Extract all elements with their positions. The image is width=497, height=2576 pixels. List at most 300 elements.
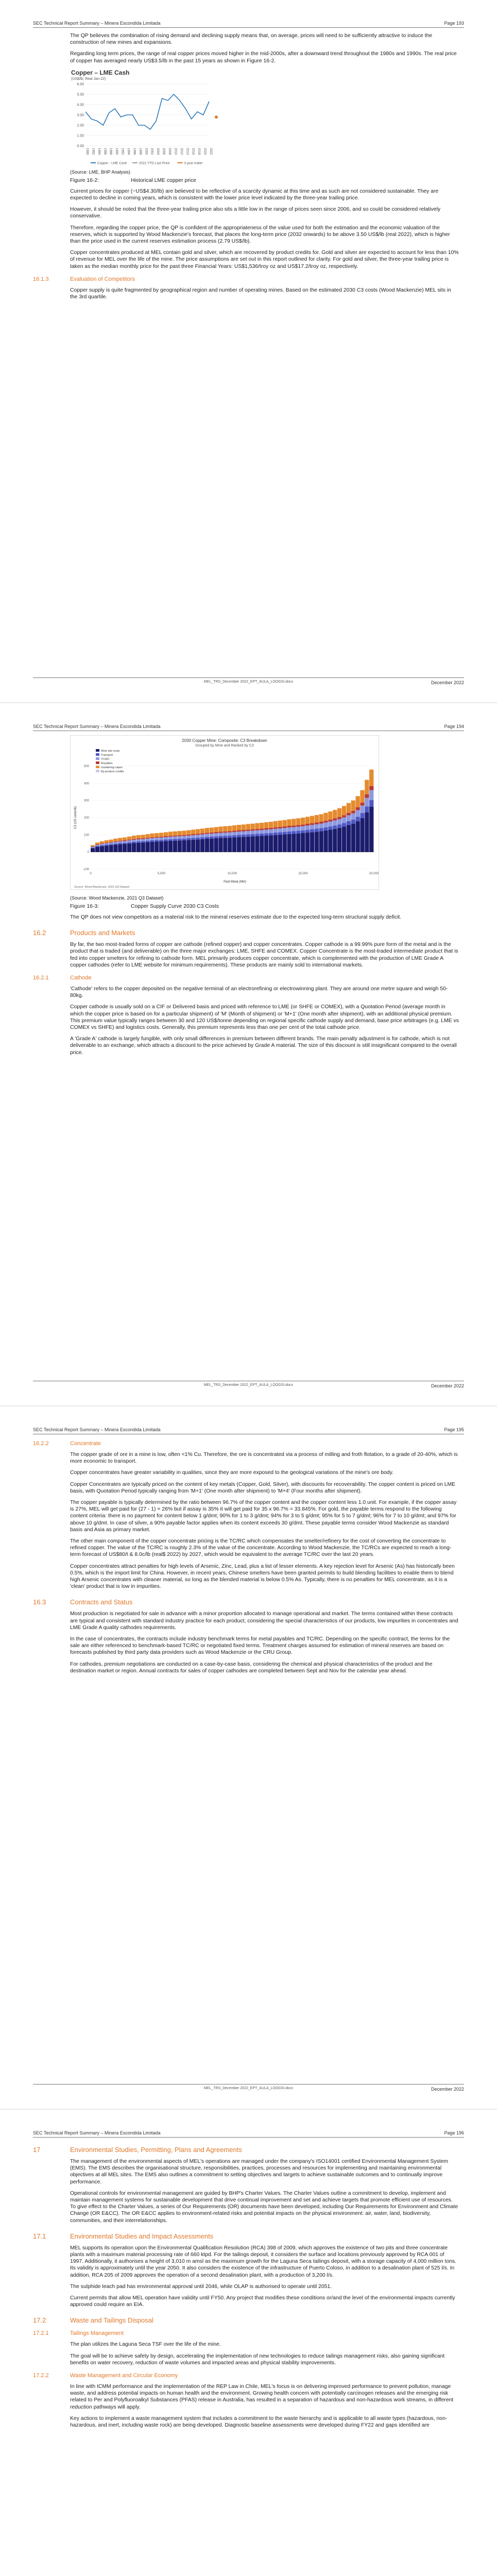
supply-bar bbox=[342, 806, 346, 852]
bar-segment bbox=[269, 833, 273, 836]
bar-segment bbox=[159, 838, 163, 840]
supply-bar bbox=[164, 832, 168, 852]
bar-segment bbox=[232, 837, 236, 852]
bar-segment bbox=[351, 811, 355, 814]
section-number: 16.3 bbox=[33, 1598, 46, 1606]
bar-segment bbox=[260, 828, 264, 830]
section-number: 16.2 bbox=[33, 929, 46, 937]
bar-segment bbox=[228, 836, 232, 838]
section-title: Tailings Management bbox=[70, 2330, 124, 2337]
paragraph: For cathodes, premium negotiations are conducted on a case-by-case basis, considering the chemical and physical characteristics of the product and the destination market or region. Annual contracts for sales of copper cathodes are completed between Sept and Nov for the calendar year ahead. bbox=[70, 1661, 433, 1674]
bar-segment bbox=[360, 806, 364, 813]
y-tick-label: 3.00 bbox=[77, 113, 84, 117]
bar-segment bbox=[269, 829, 273, 833]
x-tick-label: 2010 bbox=[174, 147, 177, 155]
bar-segment bbox=[168, 841, 173, 852]
footer-file: MEL_TRS_December 2022_EPT_AULA_LOOGSI.docx bbox=[203, 2087, 294, 2090]
bar-segment bbox=[356, 796, 360, 807]
bar-segment bbox=[287, 819, 291, 826]
paragraph: 'Cathode' refers to the copper deposited on the negative terminal of an electrorefining or electrowinning plant. They are around one metre square and weigh 50-80kg. bbox=[70, 986, 448, 999]
bar-segment bbox=[278, 821, 282, 827]
bar-segment bbox=[173, 837, 177, 839]
bar-segment bbox=[164, 837, 168, 840]
bar-segment bbox=[228, 833, 232, 836]
bar-segment bbox=[347, 803, 351, 813]
paragraph: Therefore, regarding the copper price, the QP is confident of the appropriateness of the value used for both the estimation and the economic valuation of the reserves, which is supported by Wood Mackenzie's forecast, that places the long-term price (2032 onwards) to be above 3.50 US$/lb (real 2022), which is higher than the price used in the current reserves estimation process (2.79 US$/lb). bbox=[70, 225, 450, 245]
bar-segment bbox=[186, 836, 191, 838]
bar-segment bbox=[223, 838, 227, 852]
bar-segment bbox=[260, 836, 264, 852]
bar-segment bbox=[168, 837, 173, 839]
bar-segment bbox=[200, 835, 204, 837]
bar-segment bbox=[292, 831, 296, 834]
supply-bar bbox=[296, 818, 300, 852]
bar-segment bbox=[145, 838, 149, 839]
bar-segment bbox=[136, 839, 141, 841]
bar-segment bbox=[105, 844, 109, 845]
supply-bar bbox=[255, 823, 259, 852]
bar-segment bbox=[310, 816, 314, 823]
section-heading bbox=[33, 929, 459, 937]
bar-segment bbox=[301, 826, 305, 831]
bar-segment bbox=[136, 839, 141, 840]
supply-bar bbox=[273, 821, 278, 852]
x-tick-label: 2014 bbox=[185, 147, 189, 155]
x-tick-label: 0 bbox=[90, 872, 92, 875]
bar-segment bbox=[210, 833, 214, 834]
bar-segment bbox=[323, 823, 328, 827]
bar-segment bbox=[315, 824, 319, 829]
bar-segment bbox=[333, 825, 337, 829]
figure-source: (Source: Wood Mackenzie, 2021 Q3 Dataset) bbox=[70, 895, 164, 901]
page-number: Page 194 bbox=[444, 724, 464, 729]
supply-bar bbox=[287, 819, 291, 852]
page-footer bbox=[33, 1381, 464, 1387]
bar-segment bbox=[196, 838, 200, 840]
bar-segment bbox=[178, 831, 182, 835]
bar-segment bbox=[136, 841, 141, 843]
section-title: Waste Management and Circular Economy bbox=[70, 2372, 178, 2379]
supply-bar bbox=[301, 818, 305, 852]
bar-segment bbox=[237, 825, 241, 831]
chart-note: Source: Wood Mackenzie, 2021 Q3 Dataset bbox=[74, 886, 130, 889]
bar-segment bbox=[250, 836, 254, 852]
page-footer bbox=[33, 2084, 464, 2090]
copper-price-chart bbox=[70, 69, 225, 166]
supply-bar bbox=[360, 790, 364, 852]
paragraph: The copper payable is typically determined by the ratio between 96.7% of the copper content and the copper content less 1.0 unit. For example, if the copper assay is 27%, MEL will get paid for (27 - 1) = 26% but if assay is 35% it will get paid for 35 x 96.7% = 33.845%. For gold, the payable terms respond to the following content criteria: there is no payment for content below 1 g/dmt; 90% for 1 to 3 g/dmt; 94% for 3 to 5 g/dmt; 95% for 5 to 7 g/dmt; 96% for 7 to 10 g/dmt; and 97% for above 10 g/dmt. In case of silver, a 90% payable factor applies when its content exceeds 30 g/dmt. These payable terms consider Wood Mackenzie as standard basis and Asia as primary market. bbox=[70, 1500, 457, 1533]
bar-segment bbox=[260, 823, 264, 828]
x-tick-label: 2020 bbox=[203, 147, 207, 155]
bar-segment bbox=[287, 826, 291, 827]
section-number: 16.1.3 bbox=[33, 276, 49, 282]
bar-segment bbox=[186, 835, 191, 836]
bar-segment bbox=[255, 829, 259, 831]
supply-bar bbox=[118, 838, 122, 852]
supply-bar bbox=[237, 825, 241, 852]
bar-segment bbox=[196, 834, 200, 835]
x-axis-label: Paid Metal (Mkt) bbox=[224, 880, 246, 884]
bar-segment bbox=[232, 832, 236, 835]
y-tick-label: 500 bbox=[83, 765, 89, 768]
bar-segment bbox=[292, 827, 296, 831]
header-title: SEC Technical Report Summary – Minera Escondida Limitada bbox=[33, 2130, 161, 2136]
y-tick-label: 4.00 bbox=[77, 103, 84, 107]
bar-segment bbox=[223, 836, 227, 838]
bar-segment bbox=[305, 825, 310, 829]
supply-bar bbox=[136, 835, 141, 852]
y-tick-label: 400 bbox=[83, 782, 89, 786]
section-title: Concentrate bbox=[70, 1440, 101, 1447]
bar-segment bbox=[136, 843, 141, 852]
supply-bar bbox=[260, 823, 264, 852]
supply-bar bbox=[210, 827, 214, 852]
bar-segment bbox=[205, 837, 209, 839]
paragraph: Copper concentrates produced at MEL contain gold and silver, which are recovered by product credits for. Gold and silver are expected to account for less than 10% of revenue for MEL over the life of the mine. The price assumptions are set out in this report outlined for clarity. For gold and silver, the three-year trailing price is taken as the median monthly price for the past three Financial Years: US$1,536/troy oz and US$17.2/troy oz, respectively. bbox=[70, 250, 459, 269]
bar-segment bbox=[283, 835, 287, 852]
supply-bar bbox=[365, 780, 369, 852]
supply-bar bbox=[173, 832, 177, 852]
legend-swatch bbox=[96, 770, 99, 772]
bar-segment bbox=[210, 839, 214, 852]
bar-segment bbox=[287, 834, 291, 852]
bar-segment bbox=[200, 828, 204, 833]
bar-segment bbox=[141, 839, 145, 841]
bar-segment bbox=[287, 827, 291, 832]
bar-segment bbox=[223, 833, 227, 836]
legend-label: 2022 YTD Last Price bbox=[139, 161, 170, 165]
bar-segment bbox=[127, 842, 131, 843]
chart-title: Copper – LME Cash bbox=[71, 69, 130, 76]
bar-segment bbox=[301, 818, 305, 824]
bar-segment bbox=[237, 831, 241, 832]
bar-segment bbox=[205, 834, 209, 837]
bar-segment bbox=[218, 833, 222, 836]
paragraph: Copper Concentrates are typically priced on the content of key metals (Copper, Gold, Silver), with discounts for recoverability. The copper content is priced on LME basis, with Quotation Period typically ranging from 'M+1' (One month after shipment) to 'M+4' (Four months after shipment). bbox=[70, 1481, 456, 1494]
supply-bar bbox=[178, 831, 182, 852]
supply-bar bbox=[283, 820, 287, 852]
y-tick-label: 100 bbox=[83, 834, 89, 837]
bar-segment bbox=[292, 825, 296, 827]
legend-label: Copper - LME Cash bbox=[97, 161, 127, 165]
bar-segment bbox=[356, 810, 360, 817]
bar-segment bbox=[232, 835, 236, 837]
bar-segment bbox=[328, 826, 332, 829]
bar-segment bbox=[260, 830, 264, 834]
bar-segment bbox=[109, 843, 113, 844]
bar-segment bbox=[214, 836, 218, 838]
footer-file: MEL_TRS_December 2022_EPT_AULA_LOOGSI.docx bbox=[203, 680, 294, 684]
y-tick-label: 300 bbox=[83, 799, 89, 803]
bar-segment bbox=[223, 832, 227, 833]
bar-segment bbox=[228, 838, 232, 852]
bar-segment bbox=[360, 803, 364, 806]
bar-segment bbox=[273, 835, 278, 852]
legend-label: TC/RC bbox=[101, 758, 110, 761]
bar-segment bbox=[328, 822, 332, 826]
bar-segment bbox=[105, 845, 109, 852]
bar-segment bbox=[255, 823, 259, 829]
bar-segment bbox=[228, 831, 232, 833]
bar-segment bbox=[155, 842, 159, 852]
bar-segment bbox=[319, 824, 323, 828]
bar-segment bbox=[342, 823, 346, 826]
header-title: SEC Technical Report Summary – Minera Escondida Limitada bbox=[33, 1427, 161, 1432]
supply-bar bbox=[323, 813, 328, 852]
supply-bar bbox=[337, 808, 341, 852]
bar-segment bbox=[237, 837, 241, 852]
legend-label: Transport bbox=[101, 754, 113, 757]
bar-segment bbox=[173, 841, 177, 852]
paragraph: Copper concentrates attract penalties for high levels of Arsenic, Zinc, Lead, plus a list of lesser elements. A key rejection level for Arsenic (As) has historically been 0.5%, which is the import limit for China. However, in recent years, Chinese smelters have been granted permits to build blending facilities to enable them to blend high Arsenic concentrates with cleaner material, so long as the blended material is below 0.5% As. Typically, there is no penalties for MEL concentrate, as it is a 'clean' product that is low in impurities. bbox=[70, 1563, 455, 1590]
bar-segment bbox=[283, 832, 287, 835]
x-tick-label: 1992 bbox=[121, 147, 124, 155]
page-header bbox=[33, 724, 464, 731]
bar-segment bbox=[118, 841, 122, 843]
bar-segment bbox=[296, 818, 300, 825]
bar-segment bbox=[123, 841, 127, 842]
page-number: Page 196 bbox=[444, 2130, 464, 2136]
bar-segment bbox=[132, 839, 136, 840]
bar-segment bbox=[323, 813, 328, 821]
bar-segment bbox=[173, 836, 177, 837]
y-tick-label: 200 bbox=[83, 817, 89, 820]
bar-segment bbox=[118, 844, 122, 852]
figure-source: (Source: LME, BHP Analysis) bbox=[70, 169, 130, 175]
y-tick-label: 5.00 bbox=[77, 93, 84, 97]
supply-bar bbox=[155, 833, 159, 852]
supply-bar bbox=[333, 810, 337, 852]
bar-segment bbox=[214, 827, 218, 832]
bar-segment bbox=[150, 834, 154, 837]
bar-segment bbox=[164, 841, 168, 852]
bar-segment bbox=[118, 838, 122, 840]
bar-segment bbox=[205, 828, 209, 833]
bar-segment bbox=[150, 838, 154, 840]
bar-segment bbox=[100, 844, 104, 845]
bar-segment bbox=[278, 835, 282, 852]
x-tick-label: 15,000 bbox=[298, 872, 308, 875]
page-body bbox=[33, 2146, 464, 2429]
bar-segment bbox=[109, 844, 113, 845]
bar-segment bbox=[123, 837, 127, 840]
x-tick-label: 1980 bbox=[85, 147, 89, 155]
bar-segment bbox=[305, 833, 310, 852]
bar-segment bbox=[283, 828, 287, 832]
section-heading bbox=[33, 2232, 459, 2240]
section-heading bbox=[33, 1440, 459, 1447]
bar-segment bbox=[315, 829, 319, 832]
bar-segment bbox=[123, 844, 127, 852]
bar-segment bbox=[273, 827, 278, 829]
bar-segment bbox=[155, 838, 159, 840]
supply-bar bbox=[186, 830, 191, 852]
bar-segment bbox=[310, 829, 314, 833]
bar-segment bbox=[178, 836, 182, 839]
bar-segment bbox=[360, 813, 364, 818]
figure-caption bbox=[70, 178, 459, 183]
bar-segment bbox=[141, 835, 145, 838]
footer-date: December 2022 bbox=[431, 680, 464, 685]
bar-segment bbox=[305, 817, 310, 824]
bar-segment bbox=[369, 800, 373, 807]
supply-bar bbox=[109, 840, 113, 852]
section-title: Contracts and Status bbox=[70, 1598, 133, 1606]
bar-segment bbox=[150, 842, 154, 852]
bar-segment bbox=[369, 770, 373, 786]
x-tick-label: 1982 bbox=[91, 147, 95, 155]
bar-segment bbox=[155, 833, 159, 837]
page-194 bbox=[0, 703, 497, 1405]
bar-segment bbox=[173, 832, 177, 836]
bar-segment bbox=[182, 835, 186, 836]
x-tick-label: 1984 bbox=[97, 147, 100, 155]
bar-segment bbox=[250, 829, 254, 831]
page-number: Page 195 bbox=[444, 1427, 464, 1432]
bar-segment bbox=[323, 821, 328, 823]
bar-segment bbox=[296, 831, 300, 834]
bar-segment bbox=[269, 822, 273, 828]
chart-title: 2030 Copper Mine: Composite: C3 Breakdown bbox=[182, 738, 267, 743]
bar-segment bbox=[273, 821, 278, 827]
bar-segment bbox=[264, 833, 268, 836]
bar-segment bbox=[173, 839, 177, 840]
bar-segment bbox=[159, 833, 163, 836]
legend-label: By-product credits bbox=[101, 770, 124, 773]
bar-segment bbox=[360, 790, 364, 803]
bar-segment bbox=[337, 819, 341, 824]
x-tick-label: 1998 bbox=[138, 147, 142, 155]
legend-swatch bbox=[96, 749, 99, 752]
legend-swatch bbox=[96, 753, 99, 756]
bar-segment bbox=[91, 845, 95, 846]
supply-bar bbox=[168, 832, 173, 852]
bar-segment bbox=[356, 817, 360, 821]
paragraph: Current permits that allow MEL operation have validity until FY50. Any project that modifies these conditions or/and the level of the environmental impacts currently approved could require an EIA. bbox=[70, 2295, 455, 2308]
bar-segment bbox=[264, 828, 268, 830]
bar-segment bbox=[296, 825, 300, 826]
supply-bar bbox=[91, 845, 95, 852]
bar-segment bbox=[342, 827, 346, 852]
x-tick-label: 10,000 bbox=[227, 872, 237, 875]
section-heading bbox=[33, 2316, 459, 2325]
chart-subtitle: Grouped by Mine and Ranked by C3 bbox=[195, 744, 254, 748]
bar-segment bbox=[182, 840, 186, 852]
bar-segment bbox=[283, 820, 287, 826]
legend-label: Royalties bbox=[101, 762, 113, 765]
x-tick-label: 2002 bbox=[150, 147, 153, 155]
bar-segment bbox=[178, 840, 182, 852]
bar-segment bbox=[365, 780, 369, 794]
supply-bar bbox=[196, 829, 200, 852]
footer-file: MEL_TRS_December 2022_EPT_AULA_LOOGSI.docx bbox=[203, 1383, 294, 1387]
bar-segment bbox=[182, 831, 186, 835]
bar-segment bbox=[250, 831, 254, 834]
bar-segment bbox=[228, 826, 232, 831]
bar-segment bbox=[91, 847, 95, 848]
bar-segment bbox=[95, 844, 99, 845]
paragraph: Copper supply is quite fragmented by geographical region and number of operating mines. Based on the estimated 2030 C3 costs (Wood Mackenzie) MEL sits in the 3rd quartile. bbox=[70, 287, 451, 300]
bar-segment bbox=[127, 840, 131, 841]
x-tick-label: 20,000 bbox=[369, 872, 379, 875]
bar-segment bbox=[145, 842, 149, 852]
supply-bar bbox=[305, 817, 310, 852]
bar-segment bbox=[283, 826, 287, 828]
bar-segment bbox=[305, 830, 310, 833]
bar-segment bbox=[292, 819, 296, 825]
bar-segment bbox=[182, 836, 186, 839]
bar-segment bbox=[113, 843, 117, 844]
x-tick-label: 2022 bbox=[209, 147, 212, 155]
bar-segment bbox=[333, 820, 337, 825]
supply-bar bbox=[141, 835, 145, 852]
bar-segment bbox=[365, 812, 369, 852]
bar-segment bbox=[105, 843, 109, 845]
bar-segment bbox=[278, 828, 282, 832]
figure-title: Historical LME copper price bbox=[131, 177, 197, 183]
bar-segment bbox=[242, 832, 246, 835]
supply-bar bbox=[127, 837, 131, 852]
bar-segment bbox=[342, 818, 346, 823]
bar-segment bbox=[95, 842, 99, 844]
bar-segment bbox=[250, 824, 254, 829]
section-heading bbox=[33, 276, 459, 282]
bar-segment bbox=[178, 835, 182, 836]
bar-segment bbox=[305, 824, 310, 825]
page-195 bbox=[0, 1406, 497, 2109]
supply-bar bbox=[242, 824, 246, 852]
paragraph: Regarding long term prices, the range of real copper prices moved higher in the mid-2000s, after a downward trend throughout the 1980s and 1990s. The real price of copper has averaged nearly US$3.5/lb in the past 15 years as shown in Figure 16-2. bbox=[70, 51, 457, 64]
page-number: Page 193 bbox=[444, 21, 464, 26]
bar-segment bbox=[127, 843, 131, 852]
bar-segment bbox=[269, 828, 273, 829]
bar-segment bbox=[296, 834, 300, 852]
bar-segment bbox=[95, 847, 99, 852]
figure-label: Figure 16-2: bbox=[70, 177, 99, 183]
bar-segment bbox=[191, 835, 195, 838]
supply-bar bbox=[150, 834, 154, 852]
bar-segment bbox=[196, 839, 200, 852]
section-number: 16.2.1 bbox=[33, 975, 49, 981]
section-number: 17.2.2 bbox=[33, 2372, 49, 2379]
bar-segment bbox=[333, 829, 337, 852]
paragraph: The QP believes the combination of rising demand and declining supply means that, on average, prices will need to be sufficiently attractive to induce the construction of new mines and expansions. bbox=[70, 33, 433, 46]
bar-segment bbox=[250, 834, 254, 836]
supply-bar bbox=[100, 841, 104, 852]
bar-segment bbox=[132, 836, 136, 839]
y-tick-label: 6.00 bbox=[77, 82, 84, 87]
y-tick-label: 2.00 bbox=[77, 124, 84, 128]
footer-date: December 2022 bbox=[431, 1383, 464, 1388]
supply-bar bbox=[205, 828, 209, 852]
bar-segment bbox=[164, 836, 168, 837]
bar-segment bbox=[210, 834, 214, 837]
paragraph: The goal will be to achieve safety by design, accelerating the implementation of new technologies to reduce tailings management risks, also gaining significant benefits on water recovery, reduction of waste volumes and impacted areas and physical stability improvements. bbox=[70, 2353, 445, 2366]
bar-segment bbox=[200, 837, 204, 839]
supply-bar bbox=[315, 815, 319, 852]
section-title: Environmental Studies and Impact Assessments bbox=[70, 2232, 214, 2240]
x-tick-label: 2016 bbox=[191, 147, 195, 155]
x-tick-label: 2012 bbox=[179, 147, 183, 155]
section-number: 16.2.2 bbox=[33, 1440, 49, 1447]
bar-segment bbox=[105, 840, 109, 843]
figure-label: Figure 16-3: bbox=[70, 904, 99, 909]
page-body bbox=[33, 1440, 464, 1674]
y-tick-label: 1.00 bbox=[77, 134, 84, 138]
supply-bar bbox=[105, 840, 109, 852]
bar-segment bbox=[264, 829, 268, 833]
bar-segment bbox=[337, 817, 341, 819]
